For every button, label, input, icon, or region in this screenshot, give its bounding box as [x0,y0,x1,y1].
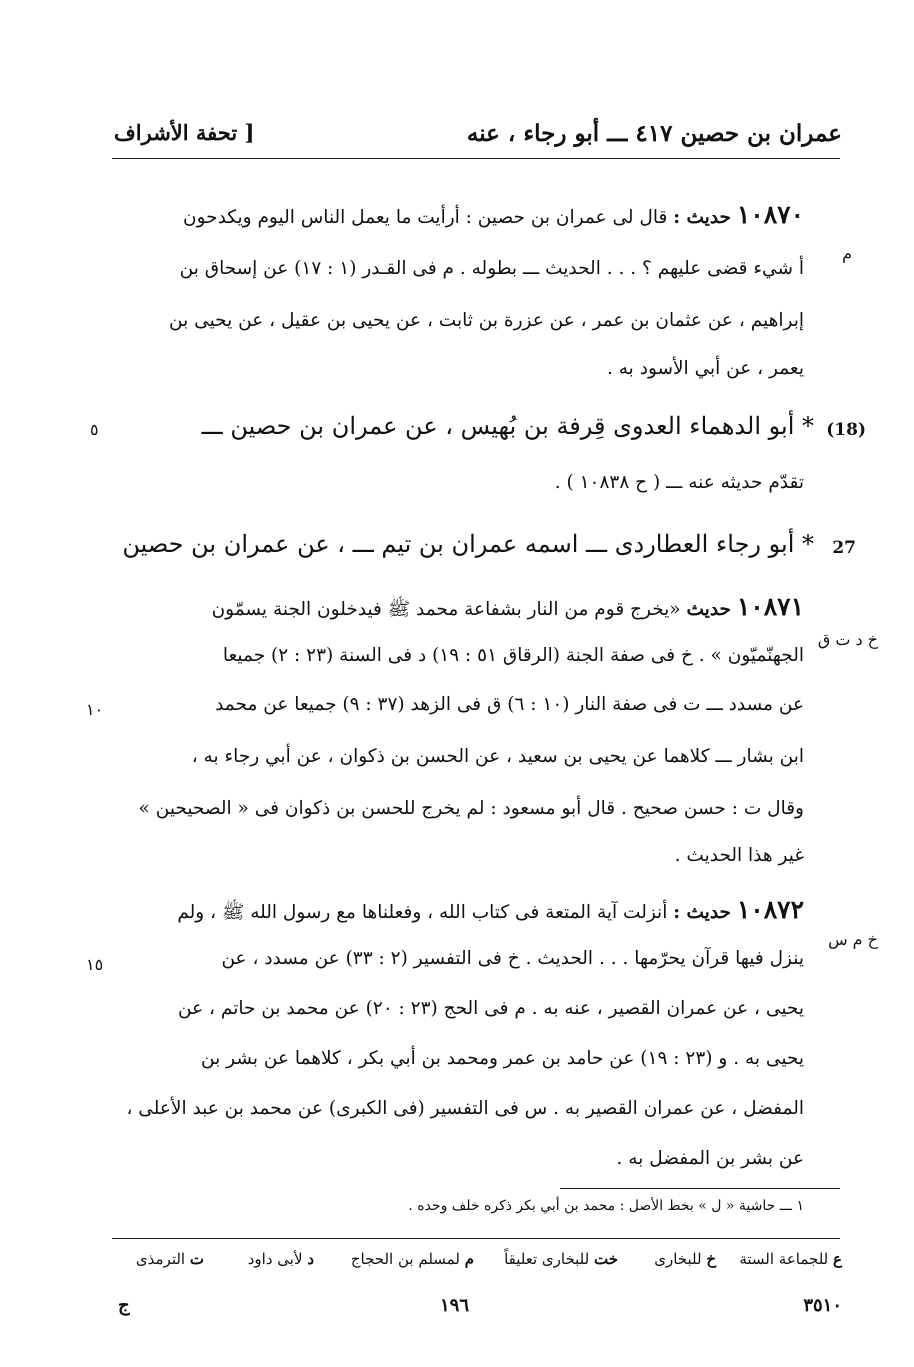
hadith-number: ١٠٨٧٢ [736,895,804,924]
hadith-10872-line-3: يحيى ، عن عمران القصير ، عنه به . م فى الحج (٢٣ : ٢٠) عن محمد بن حاتم ، عن [178,998,804,1019]
hadith-10872-line-1: ١٠٨٧٢ حديث : أنزلت آية المتعة فى كتاب الله ، وفعلناها مع رسول الله ﷺ ، ولم [177,895,804,924]
volume-number: ٣٥١٠ [803,1295,842,1316]
line-number: ٥ [90,420,99,439]
legend-item: م لمسلم بن الحجاج [350,1250,474,1268]
hadith-10871-line-6: غير هذا الحديث . [674,845,804,866]
running-header-book: [ تحفة الأشراف [114,120,255,145]
running-header-title: عمران بن حصين ٤١٧ ـــ أبو رجاء ، عنه [466,120,842,147]
narrator-marker: 27 [832,538,856,558]
narrator-marker: (18) [826,420,866,440]
part-letter: ج [118,1295,130,1316]
hadith-10871-line-4: ابن بشار ـــ كلاهما عن يحيى بن سعيد ، عن الحسن بن ذكوان ، عن أبي رجاء به ، [191,746,804,767]
hadith-10870-line-4: يعمر ، عن أبي الأسود به . [607,358,804,379]
narrator-heading: * أبو رجاء العطاردى ـــ اسمه عمران بن تيم ـــ ، عن عمران بن حصين [122,530,814,558]
legend-item: خت للبخارى تعليقاً [504,1250,618,1268]
source-siglum: م [842,244,852,263]
hadith-10871-line-1: ١٠٨٧١ حديث «يخرج قوم من النار بشفاعة محمد ﷺ فيدخلون الجنة يسمّون [211,592,804,621]
footnote-rule [560,1188,840,1189]
hadith-10871-line-2: الجهنّميّون » . خ فى صفة الجنة (الرقاق ٥١ : ١٩) د فى السنة (٢٣ : ٢) جميعا [222,645,804,666]
hadith-10872-line-6: عن بشر بن المفضل به . [616,1148,804,1169]
page-number: ١٩٦ [440,1295,470,1316]
hadith-number: ١٠٨٧٠ [736,200,804,229]
source-siglum: خ م س [828,930,878,949]
hadith-10871-line-5: وقال ت : حسن صحيح . قال أبو مسعود : لم يخرج للحسن بن ذكوان فى « الصحيحين » [138,798,804,819]
footnote: ١ ـــ حاشية « ل » بخط الأصل : محمد بن أبي بكر ذكره خلف وحده . [408,1198,804,1214]
hadith-10870-line-1: ١٠٨٧٠ حديث : قال لى عمران بن حصين : أرأيت ما يعمل الناس اليوم ويكدحون [183,200,804,229]
hadith-10871-line-3: عن مسدد ـــ ت فى صفة النار (١٠ : ٦) ق فى الزهد (٣٧ : ٩) جميعا عن محمد [215,694,804,715]
legend-item: ت الترمذى [135,1250,204,1268]
hadith-label: حديث : [673,902,731,923]
hadith-10872-line-4: يحيى به . و (٢٣ : ١٩) عن حامد بن عمر ومحمد بن أبي بكر ، كلاهما عن بشر بن [201,1048,804,1069]
hadith-10872-line-2: ينزل فيها قرآن يحرّمها . . . الحديث . خ فى التفسير (٢ : ٣٣) عن مسدد ، عن [221,948,804,969]
hadith-10870-line-2: أ شيء قضى عليهم ؟ . . . الحديث ـــ بطوله . م فى القـدر (١ : ١٧) عن إسحاق بن [179,258,804,279]
hadith-number: ١٠٨٧١ [736,592,804,621]
line-number: ١٥ [86,955,104,974]
legend-item: خ للبخارى [654,1250,716,1268]
narrator-note: تقدّم حديثه عنه ـــ ( ح ١٠٨٣٨ ) . [554,472,804,493]
hadith-label: حديث [686,599,731,620]
line-number: ١٠ [86,700,104,719]
hadith-10870-line-3: إبراهيم ، عن عثمان بن عمر ، عن عزرة بن ثابت ، عن يحيى بن عقيل ، عن يحيى بن [169,310,804,331]
source-siglum: خ د ت ق [817,630,878,649]
hadith-label: حديث : [673,207,731,228]
header-rule [112,158,840,159]
legend-item: د لأبى داود [247,1250,314,1268]
narrator-heading: * أبو الدهماء العدوى قِرفة بن بُهيس ، عن عمران بن حصين ـــ [201,412,814,440]
legend-rule [112,1238,840,1239]
legend-item: ع للجماعة الستة [739,1250,842,1268]
hadith-10872-line-5: المفضل ، عن عمران القصير به . س فى التفسير (فى الكبرى) عن محمد بن عبد الأعلى ، [126,1098,804,1119]
